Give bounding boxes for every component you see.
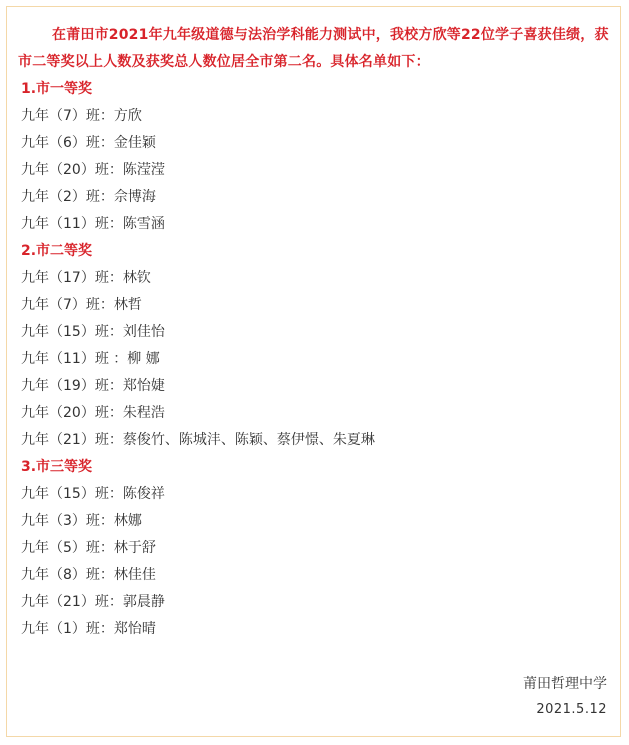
section-title-third-prize: 3.市三等奖 [21,459,93,475]
list-item: 九年（11）班：陈雪涵 [21,216,165,232]
list-item: 九年（17）班：林钦 [21,270,151,286]
list-item: 九年（8）班：林佳佳 [21,567,156,583]
list-item: 九年（7）班：林哲 [21,297,142,313]
list-item: 九年（2）班：佘博海 [21,189,156,205]
list-item: 九年（7）班：方欣 [21,108,142,124]
list-item: 九年（1）班：郑怡晴 [21,621,156,637]
section-title-second-prize: 2.市二等奖 [21,243,93,259]
list-item: 九年（15）班：陈俊祥 [21,486,165,502]
school-signature: 莆田哲理中学 [523,676,607,692]
list-item: 九年（11）班 ：柳 娜 [21,351,160,367]
list-item: 九年（19）班：郑怡婕 [21,378,165,394]
list-item: 九年（21）班：蔡俊竹、陈城沣、陈颖、蔡伊憬、朱夏琳 [21,432,375,448]
list-item: 九年（20）班：朱程浩 [21,405,165,421]
list-item: 九年（3）班：林娜 [21,513,142,529]
list-item: 九年（20）班：陈滢滢 [21,162,165,178]
award-list [21,76,611,643]
section-title-first-prize: 1.市一等奖 [21,81,93,97]
list-item: 九年（5）班：林于舒 [21,540,156,556]
list-item: 九年（15）班：刘佳怡 [21,324,165,340]
publish-date: 2021.5.12 [536,702,607,717]
list-item: 九年（21）班：郭晨静 [21,594,165,610]
intro-paragraph: 在莆田市2021年九年级道德与法治学科能力测试中，我校方欣等22位学子喜获佳绩，获市二等奖以上人数及获奖总人数位居全市第二名。具体名单如下： [18,27,609,70]
list-item: 九年（6）班：金佳颖 [21,135,156,151]
